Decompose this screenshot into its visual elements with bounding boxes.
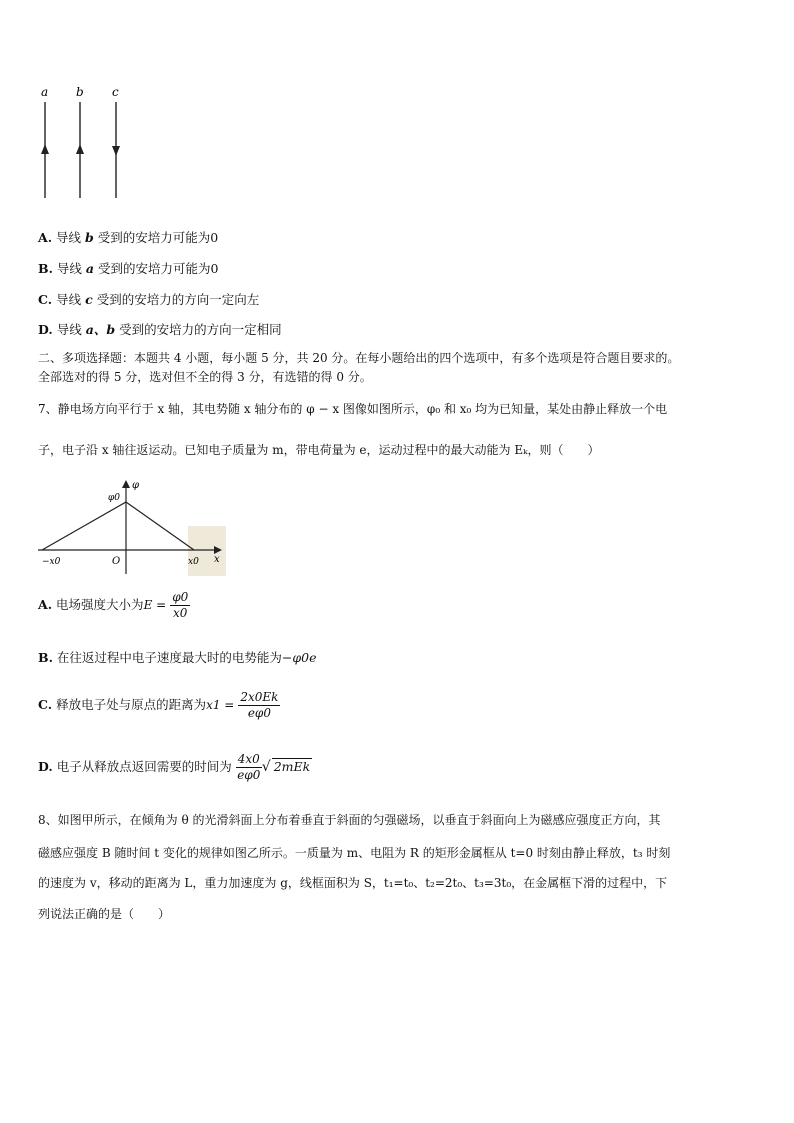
origin-label: O — [112, 556, 121, 567]
q7-stem-line2: 子，电子沿 x 轴往返运动。已知电子质量为 m，带电荷量为 e，运动过程中的最大动能为 Eₖ，则（ ） — [38, 443, 600, 457]
q7-stem-line1: 7、静电场方向平行于 x 轴，其电势随 x 轴分布的 φ − x 图像如图所示，φ₀ 和 x₀ 均为已知量，某处由静止释放一个电 — [38, 402, 668, 416]
q7-option-a: A. 电场强度大小为E = $\frac{\varphi 0}{x0}$ — [38, 590, 189, 620]
neg-x0-label: −x0 — [42, 557, 61, 567]
x0-label: x0 — [188, 557, 199, 567]
q7-c-fraction: $\frac{2x0Ek}{e\varphi 0}$ — [240, 690, 279, 720]
arrow-down-c — [112, 146, 120, 156]
q7-d-fraction: $\frac{4x0}{e\varphi 0}$ — [237, 752, 261, 782]
phi0-label: φ0 — [108, 493, 121, 503]
wires-figure — [30, 84, 140, 204]
q7-option-c: C. 释放电子处与原点的距离为x1 = $\frac{2x0Ek}{e\varphi 0}$ — [38, 690, 279, 720]
q6-option-d: D. 导线 a、b 受到的安培力的方向一定相同 — [38, 322, 282, 337]
wire-label-c: c — [112, 85, 119, 99]
q8-stem-line1: 8、如图甲所示，在倾角为 θ 的光滑斜面上分布着垂直于斜面的匀强磁场，以垂直于斜面向上为磁感应强度正方向，其 — [38, 813, 661, 827]
q6-option-b: B. 导线 a 受到的安培力可能为0 — [38, 261, 219, 276]
q6-option-c: C. 导线 c 受到的安培力的方向一定向左 — [38, 292, 260, 307]
wire-label-b: b — [76, 85, 84, 99]
arrow-up-b — [76, 144, 84, 154]
q7-option-b: B. 在往返过程中电子速度最大时的电势能为−φ0e — [38, 650, 317, 665]
phi-axis-label: φ — [132, 480, 140, 491]
x-axis-label: x — [214, 554, 220, 565]
section2-line1: 二、多项选择题：本题共 4 小题，每小题 5 分，共 20 分。在每小题给出的四个选项中，有多个选项是符合题目要求的。 — [38, 351, 680, 365]
q7-phi-x-graph — [38, 478, 228, 576]
q7-option-d: D. 电子从释放点返回需要的时间为 $\frac{4x0}{e\varphi 0}$ √ 2mEk — [38, 752, 311, 782]
q8-stem-line4: 列说法正确的是（ ） — [38, 907, 171, 921]
phi-curve — [42, 502, 194, 550]
arrow-up-a — [41, 144, 49, 154]
section2-line2: 全部选对的得 5 分，选对但不全的得 3 分，有选错的得 0 分。 — [38, 370, 372, 384]
q6-option-a: A. 导线 b 受到的安培力可能为0 — [38, 230, 219, 245]
q8-stem-line3: 的速度为 v，移动的距离为 L，重力加速度为 g，线框面积为 S，t₁=t₀、t₂=2t₀、t₃=3t₀，在金属框下滑的过程中，下 — [38, 876, 668, 890]
q7-a-fraction: $\frac{\varphi 0}{x0}$ — [172, 590, 189, 620]
q7-d-root: 2mEk — [273, 759, 311, 774]
q8-stem-line2: 磁感应强度 B 随时间 t 变化的规律如图乙所示。一质量为 m、电阻为 R 的矩形金属框从 t=0 时刻由静止释放，t₃ 时刻 — [38, 846, 671, 860]
wire-label-a: a — [41, 85, 49, 99]
